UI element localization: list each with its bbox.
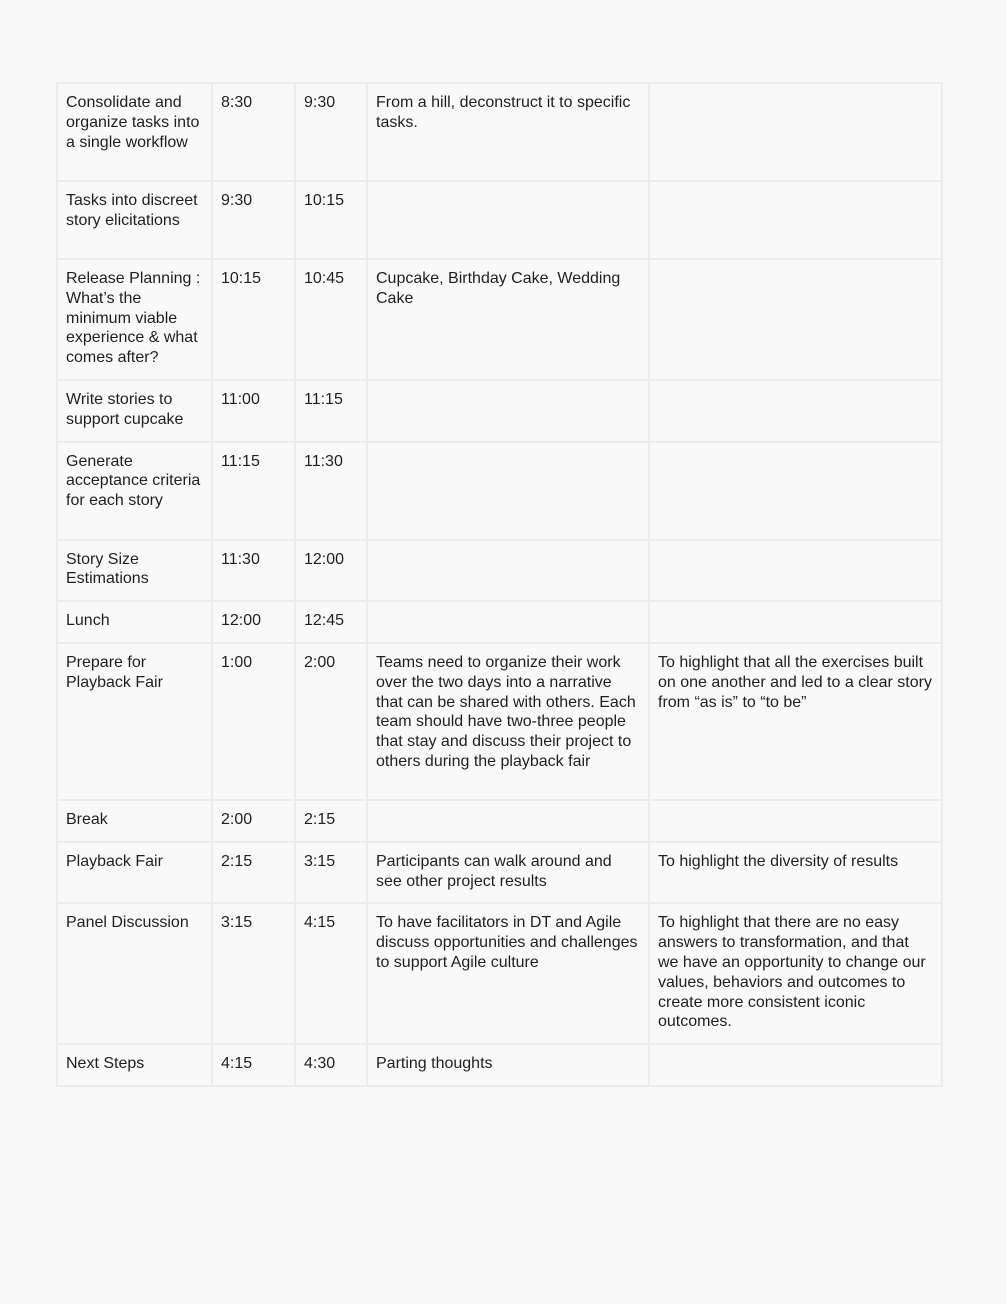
description-cell: Parting thoughts [367,1044,649,1086]
description-cell: Teams need to organize their work over the two days into a narrative that can be shared with others. Each team should have two-three people that stay and discuss their project to others during the playback fair [367,643,649,800]
goal-cell [649,800,942,842]
description-cell [367,380,649,442]
description-cell: Cupcake, Birthday Cake, Wedding Cake [367,259,649,380]
goal-cell [649,442,942,540]
goal-cell [649,540,942,602]
activity-cell: Write stories to support cupcake [57,380,212,442]
activity-cell: Next Steps [57,1044,212,1086]
goal-cell [649,181,942,259]
activity-cell: Generate acceptance criteria for each story [57,442,212,540]
goal-cell [649,83,942,181]
start-time-cell: 9:30 [212,181,295,259]
table-row [57,903,942,1044]
end-time-cell: 9:30 [295,83,367,181]
activity-cell: Break [57,800,212,842]
description-cell [367,800,649,842]
start-time-cell: 11:30 [212,540,295,602]
activity-cell: Story Size Estimations [57,540,212,602]
activity-cell: Tasks into discreet story elicitations [57,181,212,259]
activity-cell: Release Planning : What’s the minimum viable experience & what comes after? [57,259,212,380]
activity-cell: Lunch [57,601,212,643]
table-row [57,1044,942,1086]
goal-cell: To highlight the diversity of results [649,842,942,904]
end-time-cell: 2:15 [295,800,367,842]
end-time-cell: 10:15 [295,181,367,259]
table-row [57,380,942,442]
description-cell [367,540,649,602]
end-time-cell: 11:15 [295,380,367,442]
start-time-cell: 3:15 [212,903,295,1044]
description-cell: Participants can walk around and see other project results [367,842,649,904]
agenda-table-body [57,83,942,1086]
table-row [57,643,942,800]
activity-cell: Prepare for Playback Fair [57,643,212,800]
table-row [57,800,942,842]
table-row [57,259,942,380]
start-time-cell: 11:15 [212,442,295,540]
goal-cell: To highlight that there are no easy answers to transformation, and that we have an opportunity to change our values, behaviors and outcomes to create more consistent iconic outcomes. [649,903,942,1044]
goal-cell: To highlight that all the exercises built on one another and led to a clear story from “as is” to “to be” [649,643,942,800]
activity-cell: Consolidate and organize tasks into a single workflow [57,83,212,181]
end-time-cell: 11:30 [295,442,367,540]
table-row [57,540,942,602]
table-row [57,601,942,643]
end-time-cell: 4:15 [295,903,367,1044]
end-time-cell: 2:00 [295,643,367,800]
end-time-cell: 3:15 [295,842,367,904]
start-time-cell: 4:15 [212,1044,295,1086]
table-row [57,83,942,181]
start-time-cell: 1:00 [212,643,295,800]
table-row [57,181,942,259]
goal-cell [649,380,942,442]
end-time-cell: 12:45 [295,601,367,643]
description-cell: From a hill, deconstruct it to specific tasks. [367,83,649,181]
start-time-cell: 2:00 [212,800,295,842]
goal-cell [649,1044,942,1086]
start-time-cell: 2:15 [212,842,295,904]
description-cell [367,601,649,643]
table-row [57,442,942,540]
goal-cell [649,601,942,643]
start-time-cell: 10:15 [212,259,295,380]
description-cell: To have facilitators in DT and Agile discuss opportunities and challenges to support Agile culture [367,903,649,1044]
start-time-cell: 12:00 [212,601,295,643]
description-cell [367,181,649,259]
activity-cell: Playback Fair [57,842,212,904]
table-row [57,842,942,904]
end-time-cell: 10:45 [295,259,367,380]
end-time-cell: 4:30 [295,1044,367,1086]
goal-cell [649,259,942,380]
end-time-cell: 12:00 [295,540,367,602]
start-time-cell: 8:30 [212,83,295,181]
start-time-cell: 11:00 [212,380,295,442]
description-cell [367,442,649,540]
activity-cell: Panel Discussion [57,903,212,1044]
agenda-table [56,82,943,1087]
